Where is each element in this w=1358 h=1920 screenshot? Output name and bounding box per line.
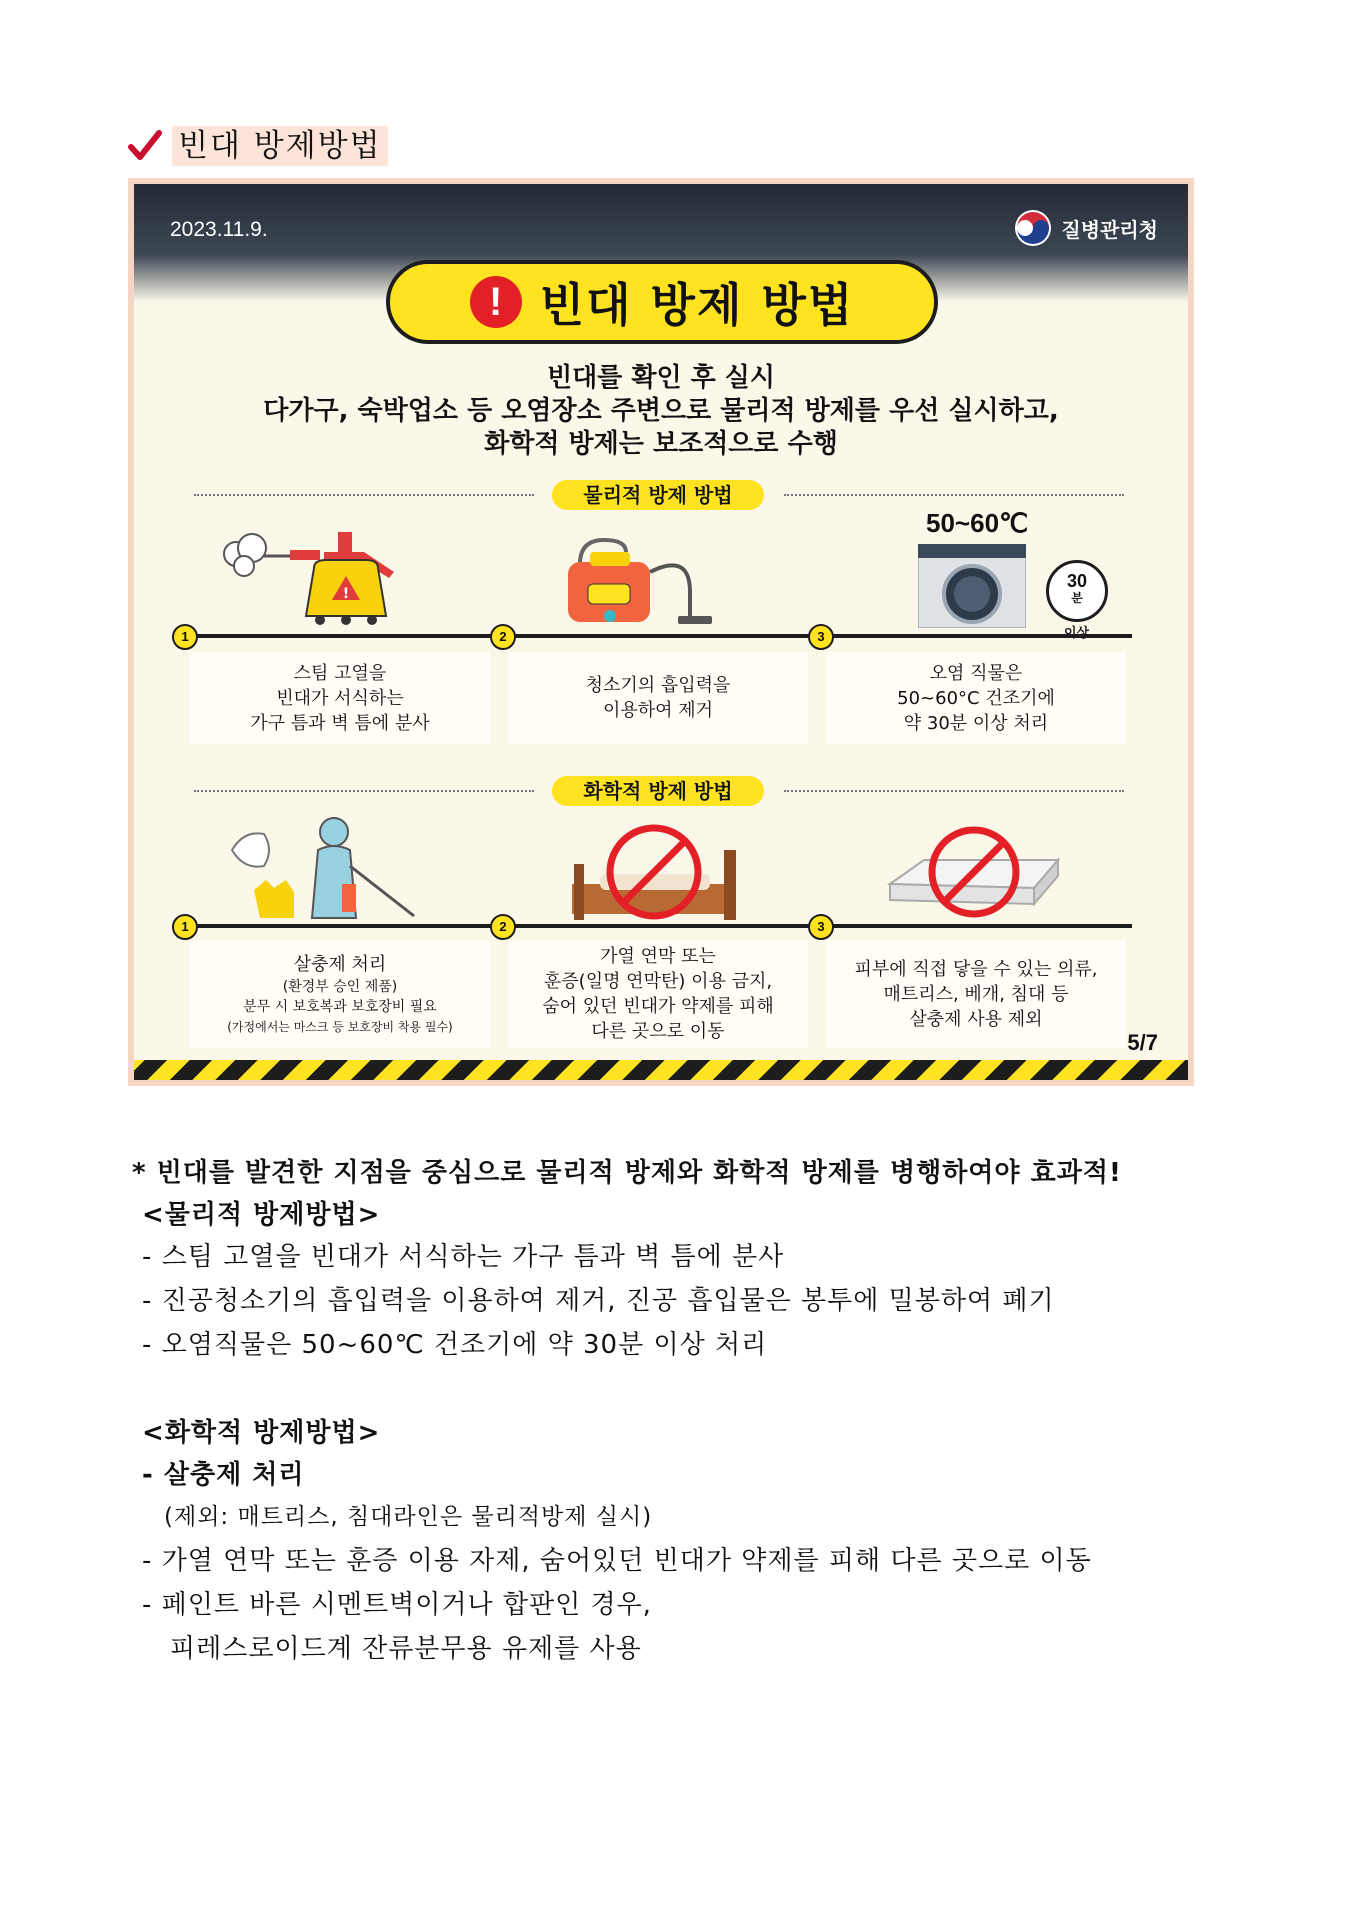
physical-label: 물리적 방제 방법 (552, 480, 764, 510)
chemical-step-card (826, 940, 1126, 1048)
card-line: (가정에서는 마스크 등 보호장비 착용 필수) (227, 1019, 453, 1034)
physical-divider (194, 480, 1124, 510)
timer-unit: 분 (1071, 591, 1083, 605)
chemical-timeline (186, 924, 1132, 928)
svg-text:!: ! (342, 586, 350, 602)
summary-line: * 빈대를 발견한 지점을 중심으로 물리적 방제와 화학적 방제를 병행하여야 효과적! (132, 1158, 1122, 1188)
chemical-step-card (508, 940, 808, 1048)
poster-title: 빈대 방제 방법 (539, 278, 855, 332)
chemical-item-continued: 피레스로이드계 잔류분무용 유제를 사용 (170, 1634, 642, 1664)
card-line: 살충제 처리 (293, 953, 387, 975)
chemical-note: (제외: 매트리스, 침대라인은 물리적방제 실시) (164, 1504, 653, 1530)
agency-logo-icon (1013, 208, 1053, 248)
card-line: 가열 연막 또는 (600, 946, 716, 967)
physical-item: - 오염직물은 50~60℃ 건조기에 약 30분 이상 처리 (142, 1330, 768, 1360)
chemical-item: - 살충제 처리 (142, 1460, 305, 1490)
physical-item: - 스팀 고열을 빈대가 서식하는 가구 틈과 벽 틈에 분사 (142, 1242, 785, 1272)
no-fumigation-icon (564, 824, 744, 924)
step-number: 1 (172, 914, 198, 940)
chemical-item: - 가열 연막 또는 훈증 이용 자제, 숨어있던 빈대가 약제를 피해 다른 곳으로 이동 (142, 1546, 1092, 1576)
card-line: 가구 틈과 벽 틈에 분사 (250, 712, 430, 734)
infographic (128, 178, 1194, 1086)
agency-name: 질병관리청 (1061, 217, 1158, 242)
chemical-heading: <화학적 방제방법> (142, 1418, 381, 1448)
intro-line: 빈대를 확인 후 실시 (546, 363, 776, 393)
step-number: 2 (490, 914, 516, 940)
physical-step-card (190, 652, 490, 744)
section-title: 빈대 방제방법 (172, 126, 388, 166)
intro-line: 화학적 방제는 보조적으로 수행 (484, 429, 838, 459)
card-line: 피부에 직접 닿을 수 있는 의류, (854, 958, 1098, 980)
step-number: 3 (808, 914, 834, 940)
physical-timeline (186, 634, 1132, 638)
card-line: 훈증(일명 연막탄) 이용 금지, (543, 971, 773, 992)
chemical-item: - 페인트 바른 시멘트벽이거나 합판인 경우, (142, 1590, 652, 1620)
poster-date: 2023.11.9. (170, 218, 268, 241)
physical-step-card (508, 652, 808, 744)
chemical-divider (194, 776, 1124, 806)
card-line: (환경부 승인 제품) (282, 978, 398, 995)
card-line: 50~60°C 건조기에 (897, 687, 1055, 709)
card-line: 오염 직물은 (929, 662, 1023, 684)
card-line: 매트리스, 베개, 침대 등 (883, 983, 1069, 1005)
temperature-label: 50~60℃ (926, 508, 1029, 538)
step-number: 2 (490, 624, 516, 650)
page-number: 5/7 (1127, 1030, 1158, 1055)
timer-icon (1046, 560, 1108, 622)
dryer-icon (918, 544, 1026, 628)
card-line: 스팀 고열을 (293, 662, 387, 684)
physical-step-card (826, 652, 1126, 744)
card-line: 약 30분 이상 처리 (903, 712, 1049, 734)
card-line: 이용하여 제거 (602, 700, 714, 721)
card-line: 분무 시 보호복과 보호장비 필요 (243, 998, 437, 1015)
agency-label (1013, 208, 1158, 248)
step-number: 3 (808, 624, 834, 650)
card-line: 청소기의 흡입력을 (585, 675, 731, 696)
chemical-step-card (190, 940, 490, 1048)
card-line: 빈대가 서식하는 (276, 687, 404, 709)
card-line: 숨어 있던 빈대가 약제를 피해 (542, 996, 774, 1017)
physical-item: - 진공청소기의 흡입력을 이용하여 제거, 진공 흡입물은 봉투에 밀봉하여 폐기 (142, 1286, 1055, 1316)
steam-sprayer-icon (214, 512, 414, 628)
intro-line: 다가구, 숙박업소 등 오염장소 주변으로 물리적 방제를 우선 실시하고, (263, 396, 1059, 426)
poster-title-box (386, 260, 938, 344)
timer-sub (1064, 622, 1089, 641)
alert-icon: ! (470, 276, 522, 328)
section-heading (128, 126, 388, 166)
timer-value: 30 (1066, 571, 1088, 591)
intro-text (134, 362, 1188, 461)
vacuum-cleaner-icon (560, 532, 720, 628)
no-mattress-icon (884, 824, 1064, 924)
pesticide-worker-icon (224, 810, 424, 922)
step-number: 1 (172, 624, 198, 650)
card-line: 다른 곳으로 이동 (591, 1021, 725, 1042)
card-line: 살충제 사용 제외 (909, 1008, 1043, 1030)
chemical-label: 화학적 방제 방법 (552, 776, 764, 806)
hazard-stripe (134, 1060, 1188, 1080)
physical-heading: <물리적 방제방법> (142, 1200, 381, 1230)
checkmark-icon (128, 129, 162, 163)
